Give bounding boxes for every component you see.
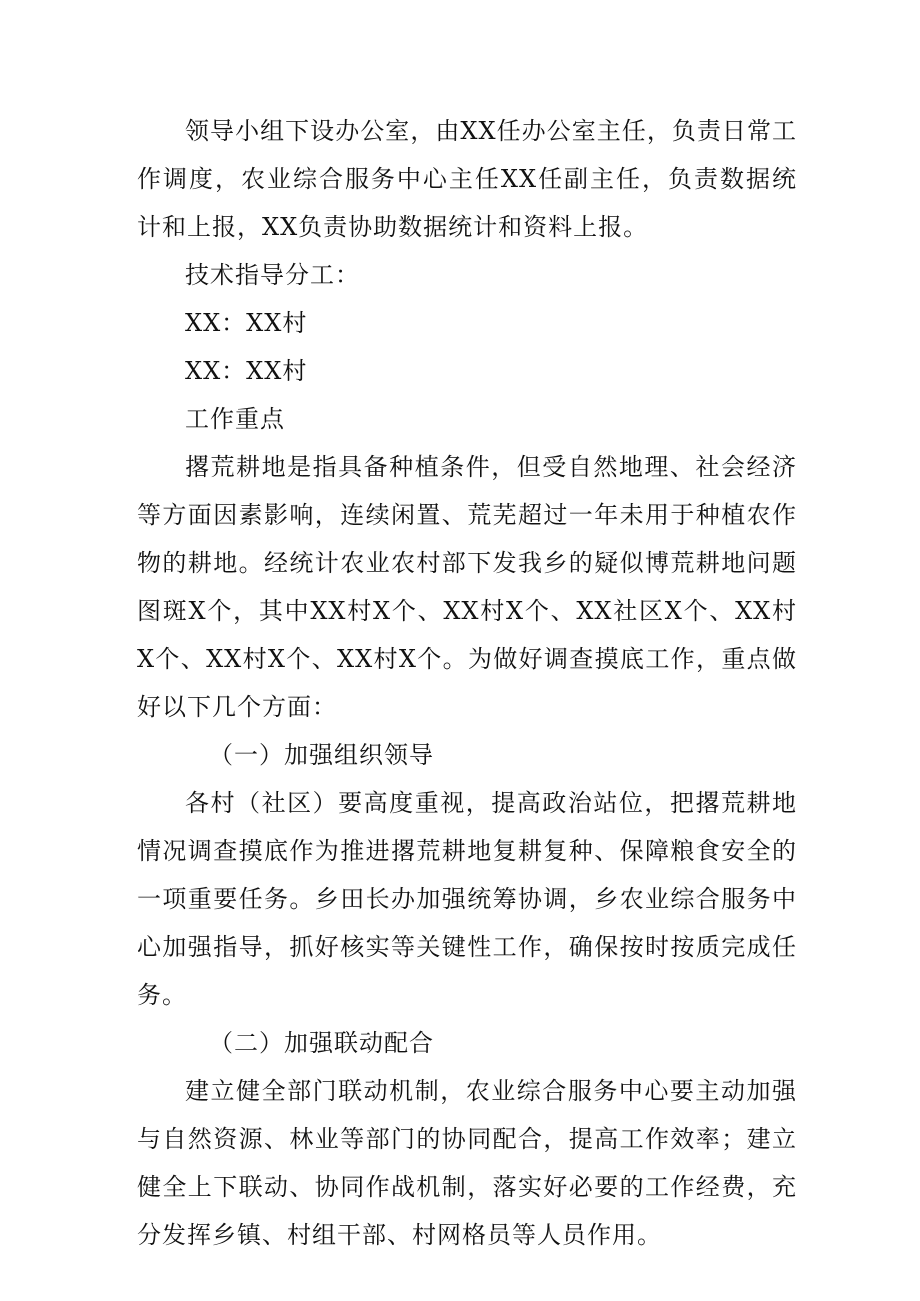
paragraph-abandoned-land-definition: 撂荒耕地是指具备种植条件，但受自然地理、社会经济等方面因素影响，连续闲置、荒芜超过一年未用于种植农作物的耕地。经统计农业农村部下发我乡的疑似博荒耕地问题图斑X个，其中XX村X个、XX村X个、XX社区X个、XX村X个、XX村X个、XX村X个。为做好调查摸底工作，重点做好以下几个方面： <box>137 453 797 721</box>
paragraph-office-setup: 领导小组下设办公室，由XX任办公室主任，负责日常工作调度，农业综合服务中心主任XX任副主任，负责数据统计和上报，XX负责协助数据统计和资料上报。 <box>137 117 797 241</box>
label-technical-guidance: 技术指导分工： <box>185 261 360 289</box>
label-assignment-2: XX：XX村 <box>185 357 308 385</box>
label-assignment-1: XX：XX村 <box>185 309 308 337</box>
paragraph-organization: 各村（社区）要高度重视，提高政治站位，把撂荒耕地情况调查摸底作为推进撂荒耕地复耕复种、保障粮食安全的一项重要任务。乡田长办加强统筹协调，乡农业综合服务中心加强指导，抓好核实等关键性工作，确保按时按质完成任务。 <box>137 789 797 1009</box>
subheading-organization: （一）加强组织领导 <box>209 741 434 769</box>
section-title-work-focus: 工作重点 <box>185 405 285 433</box>
subheading-coordination: （二）加强联动配合 <box>209 1029 434 1057</box>
paragraph-coordination: 建立健全部门联动机制，农业综合服务中心要主动加强与自然资源、林业等部门的协同配合，提高工作效率；建立健全上下联动、协同作战机制，落实好必要的工作经费，充分发挥乡镇、村组干部、村网格员等人员作用。 <box>137 1077 797 1249</box>
document-body <box>137 107 797 1259</box>
